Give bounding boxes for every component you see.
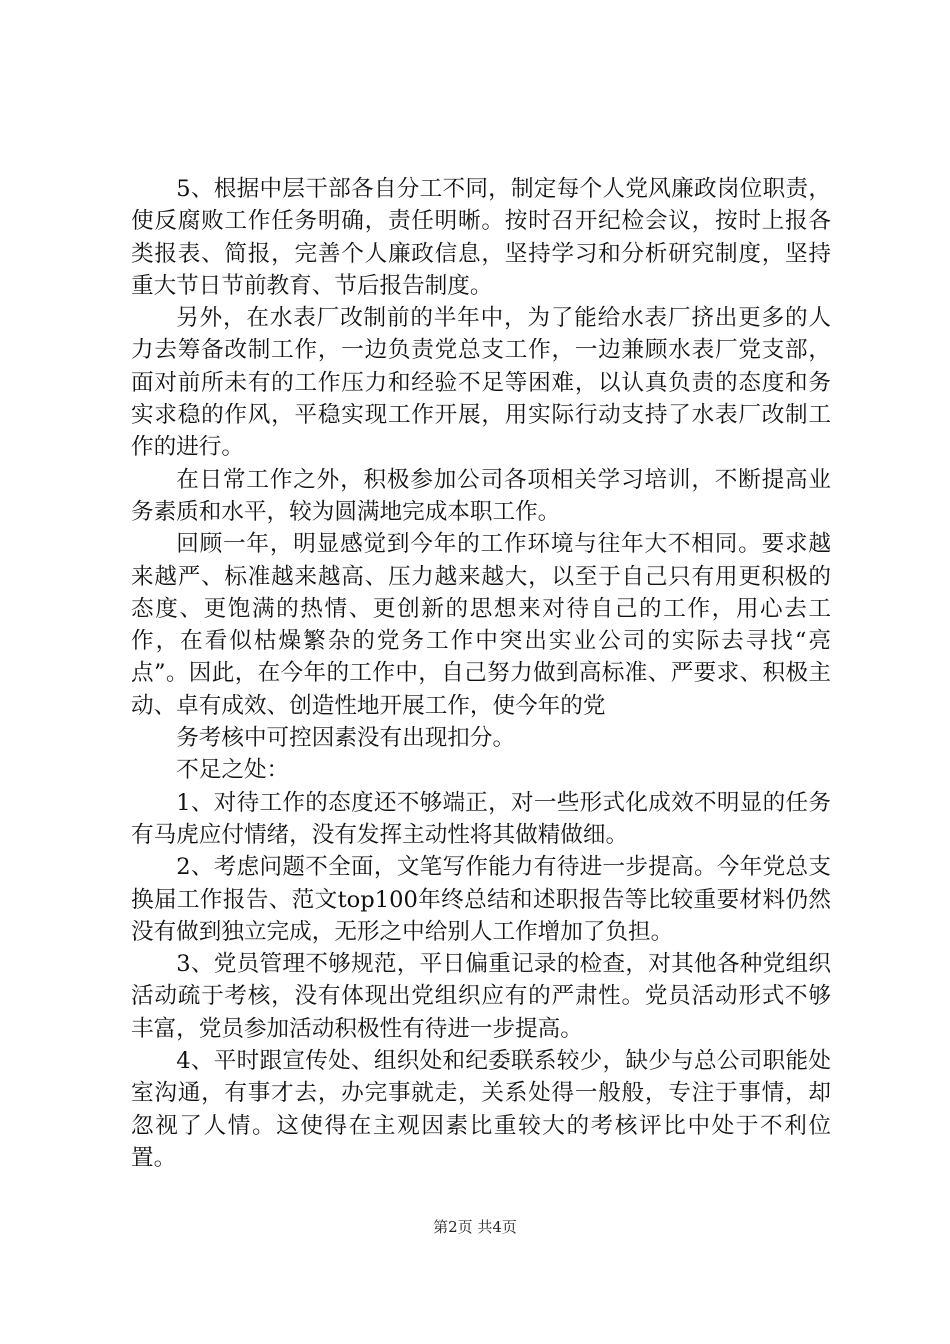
paragraph: 1、对待工作的态度还不够端正，对一些形式化成效不明显的任务有马虎应付情绪，没有发挥主动性将其做精做细。 xyxy=(131,789,831,848)
paragraph: 2、考虑问题不全面，文笔写作能力有待进一步提高。今年党总支换届工作报告、范文top100年终总结和述职报告等比较重要材料仍然没有做到独立完成，无形之中给别人工作增加了负担。 xyxy=(131,854,831,945)
paragraph: 在日常工作之外，积极参加公司各项相关学习培训，不断提高业务素质和水平，较为圆满地完成本职工作。 xyxy=(131,466,831,525)
paragraph: 务考核中可控因素没有出现扣分。 xyxy=(176,725,516,752)
paragraph: 不足之处： xyxy=(176,757,290,784)
paragraph: 4、平时跟宣传处、组织处和纪委联系较少，缺少与总公司职能处室沟通，有事才去，办完事就走，关系处得一般般，专注于事情，却忽视了人情。这使得在主观因素比重较大的考核评比中处于不利位置。 xyxy=(131,1048,831,1171)
paragraph: 另外，在水表厂改制前的半年中，为了能给水表厂挤出更多的人力去筹备改制工作，一边负责党总支工作，一边兼顾水表厂党支部，面对前所未有的工作压力和经验不足等困难，以认真负责的态度和务实求稳的作风，平稳实现工作开展，用实际行动支持了水表厂改制工作的进行。 xyxy=(131,305,831,461)
page-number-footer: 第2页 共4页 xyxy=(433,1218,517,1236)
paragraph: 回顾一年，明显感觉到今年的工作环境与往年大不相同。要求越来越严、标准越来越高、压力越来越大，以至于自己只有用更积极的态度、更饱满的热情、更创新的思想来对待自己的工作，用心去工作，在看似枯燥繁杂的党务工作中突出实业公司的实际去寻找“亮点”。因此，在今年的工作中，自己努力做到高标准、严要求、积极主动、卓有成效、创造性地开展工作，使今年的党 xyxy=(131,531,831,719)
document-body xyxy=(131,173,831,1174)
paragraph: 5、根据中层干部各自分工不同，制定每个人党风廉政岗位职责，使反腐败工作任务明确，责任明晰。按时召开纪检会议，按时上报各类报表、简报，完善个人廉政信息，坚持学习和分析研究制度，坚持重大节日节前教育、节后报告制度。 xyxy=(131,176,831,299)
paragraph: 3、党员管理不够规范，平日偏重记录的检查，对其他各种党组织活动疏于考核，没有体现出党组织应有的严肃性。党员活动形式不够丰富，党员参加活动积极性有待进一步提高。 xyxy=(131,951,831,1042)
